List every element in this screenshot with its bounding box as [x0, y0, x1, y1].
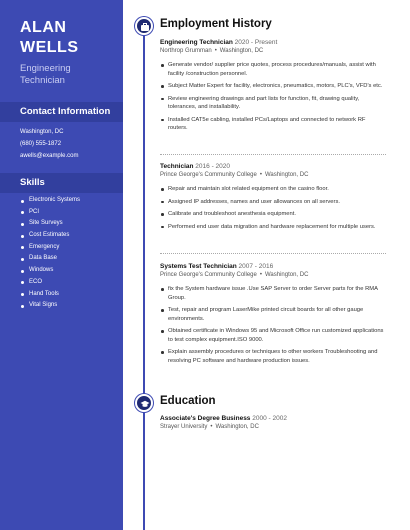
degree-line: [160, 414, 386, 423]
job-bullet: Installed CAT5e cabling, installed PCs/Laptops and connected to network RF routers.: [160, 116, 386, 133]
job-title-line: [160, 38, 386, 47]
job-org: [160, 171, 386, 180]
contact-info: [20, 126, 78, 162]
job-title-line: Engineering: [20, 63, 71, 74]
job-dates: 2020 - Present: [234, 39, 278, 46]
job-title-line: [160, 262, 386, 271]
job-org: [160, 47, 386, 56]
job-location: Washington, DC: [219, 48, 264, 54]
job-bullet: Obtained certificate in Windows 95 and Microsoft Office run customized applications to test complex equipment.ISO 9000.: [160, 327, 386, 344]
job-position: Systems Test Technician: [160, 263, 237, 270]
job-bullet: Generate vendor/ supplier price quotes, process procedures/manuals, assist with facility /construction personnel.: [160, 61, 386, 78]
skills-heading: Skills: [0, 173, 123, 193]
job-position: Engineering Technician: [160, 39, 233, 46]
separator-dot: •: [259, 172, 262, 178]
job-org: [160, 271, 386, 280]
job-dates: 2007 - 2016: [238, 263, 274, 270]
job-bullet: Test, repair and program LaserMike printed circuit boards for all other gauge environments.: [160, 306, 386, 323]
job-entry: [160, 262, 386, 369]
first-name: ALAN: [20, 19, 67, 36]
briefcase-icon: [135, 17, 153, 35]
school-name: Strayer University: [160, 424, 208, 430]
job-bullets: [160, 61, 386, 133]
contact-email[interactable]: awells@example.com: [20, 153, 79, 159]
job-bullet: Assigned IP addresses, names and user allowances on all servers.: [160, 198, 386, 207]
candidate-name: [20, 18, 79, 58]
skill-item: PCI: [20, 207, 80, 219]
last-name: WELLS: [20, 39, 79, 56]
skill-item: Site Surveys: [20, 218, 80, 230]
job-location: Washington, DC: [264, 172, 309, 178]
skill-item: Windows: [20, 265, 80, 277]
job-bullets: [160, 185, 386, 231]
graduation-cap-icon: [135, 394, 153, 412]
separator-dot: •: [210, 424, 213, 430]
skill-item: Hand Tools: [20, 289, 80, 301]
job-position: Technician: [160, 163, 194, 170]
skill-item: Cost Estimates: [20, 230, 80, 242]
skill-item: Emergency: [20, 242, 80, 254]
education-org: [160, 423, 386, 432]
separator-dot: •: [259, 272, 262, 278]
job-company: Prince George's Community College: [160, 172, 257, 178]
timeline-line: [143, 26, 145, 530]
education-dates: 2000 - 2002: [252, 415, 287, 422]
job-bullet: Performed end user data migration and hardware replacement for multiple users.: [160, 223, 386, 232]
section-divider: [160, 154, 386, 155]
job-company: Prince George's Community College: [160, 272, 257, 278]
job-bullet: Explain assembly procedures or techniques to other workers Troubleshooting and resolving PC software and hardware production issues.: [160, 348, 386, 365]
skill-item: Data Base: [20, 253, 80, 265]
job-dates: 2016 - 2020: [195, 163, 230, 170]
job-bullet: fix the System hardware issue .Use SAP Server to order Server parts for the RMA Group.: [160, 285, 386, 302]
skill-item: Vital Signs: [20, 300, 80, 312]
separator-dot: •: [214, 48, 217, 54]
education-heading: Education: [160, 395, 216, 407]
employment-heading: Employment History: [160, 18, 272, 30]
job-bullet: Repair and maintain slot related equipment on the casino floor.: [160, 185, 386, 194]
job-location: Washington, DC: [264, 272, 309, 278]
job-entry: [160, 38, 386, 137]
skills-list: [20, 195, 80, 312]
contact-phone[interactable]: (680) 555-1872: [20, 141, 62, 147]
job-title-line: Technician: [20, 75, 65, 86]
job-entry: [160, 162, 386, 235]
job-bullet: Review engineering drawings and part lists for function, fit, drawing quality, tolerances, and installability.: [160, 95, 386, 112]
job-bullet: Calibrate and troubleshoot anesthesia equipment.: [160, 210, 386, 219]
school-location: Washington, DC: [215, 424, 259, 430]
job-bullets: [160, 285, 386, 365]
skill-item: ECO: [20, 277, 80, 289]
job-bullet: Subject Matter Expert for facility, electronics, pneumatics, motors, PLC's, VFD's etc.: [160, 82, 386, 91]
sidebar: [0, 0, 123, 530]
education-entry: [160, 414, 386, 432]
degree-name: Associate's Degree Business: [160, 415, 251, 422]
contact-heading: Contact Information: [0, 102, 123, 122]
job-title: [20, 63, 71, 87]
contact-location: Washington, DC: [20, 129, 64, 135]
job-title-line: [160, 162, 386, 171]
job-company: Northrop Grumman: [160, 48, 212, 54]
section-divider: [160, 253, 386, 254]
skill-item: Electronic Systems: [20, 195, 80, 207]
